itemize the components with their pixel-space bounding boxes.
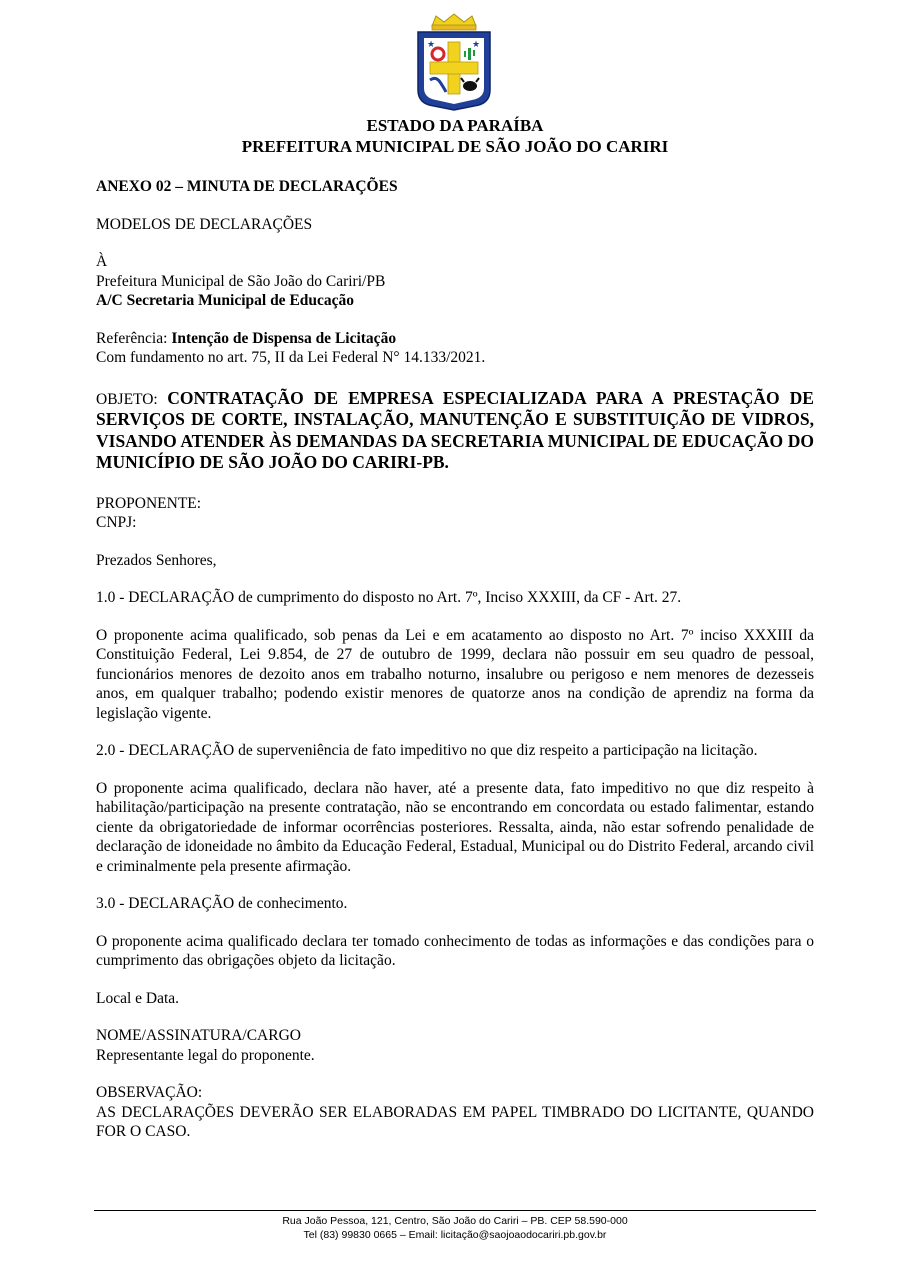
header-city-hall: PREFEITURA MUNICIPAL DE SÃO JOÃO DO CARIRI: [241, 137, 669, 156]
proponent-label: PROPONENTE:: [96, 494, 202, 512]
note-label: OBSERVAÇÃO:: [96, 1084, 203, 1101]
place-date: Local e Data.: [96, 989, 180, 1007]
header-state: ESTADO DA PARAÍBA: [366, 116, 544, 135]
reference-value: Intenção de Dispensa de Licitação: [171, 329, 397, 347]
reference-label: Referência:: [96, 329, 172, 347]
signature-line-2: Representante legal do proponente.: [96, 1046, 315, 1064]
addressee-to: À: [96, 253, 108, 270]
declaration-3-heading: 3.0 - DECLARAÇÃO de conhecimento.: [96, 895, 348, 912]
declaration-2-heading: 2.0 - DECLARAÇÃO de superveniência de fato impeditivo no que diz respeito a participação na licitação.: [96, 742, 758, 759]
object-label: OBJETO:: [96, 390, 168, 408]
municipal-coat-of-arms: [414, 12, 494, 112]
greeting: Prezados Senhores,: [96, 551, 217, 569]
footer-divider: [94, 1210, 816, 1211]
document-body: [96, 177, 814, 1142]
models-title: MODELOS DE DECLARAÇÕES: [96, 215, 313, 233]
addressee-attention: A/C Secretaria Municipal de Educação: [96, 292, 355, 309]
addressee-entity: Prefeitura Municipal de São João do Cariri/PB: [96, 272, 386, 290]
note-text: AS DECLARAÇÕES DEVERÃO SER ELABORADAS EM PAPEL TIMBRADO DO LICITANTE, QUANDO FOR O CASO.: [96, 1103, 814, 1140]
declaration-3-body: O proponente acima qualificado declara ter tomado conhecimento de todas as informações e das condições para o cumprimento das obrigações objeto da licitação.: [96, 932, 814, 969]
reference-line: [96, 329, 814, 349]
cnpj-label: CNPJ:: [96, 514, 137, 531]
reference-basis: Com fundamento no art. 75, II da Lei Federal N° 14.133/2021.: [96, 349, 486, 366]
declaration-1-heading: 1.0 - DECLARAÇÃO de cumprimento do disposto no Art. 7º, Inciso XXXIII, da CF - Art. 27.: [96, 589, 682, 606]
svg-text:★: ★: [472, 40, 481, 50]
declaration-1-body: O proponente acima qualificado, sob penas da Lei e em acatamento ao disposto no Art. 7º inciso XXXIII da Constituição Federal, Lei 9.854, de 27 de outubro de 1999, declara não possuir em seu quadro de pessoal, funcionários menores de dezoito anos em trabalho noturno, insalubre ou perigoso e nem menores de dezesseis anos, em qualquer trabalho; podendo existir menores de quatorze anos na condição de aprendiz na forma da legislação vigente.: [96, 626, 814, 722]
annex-title: ANEXO 02 – MINUTA DE DECLARAÇÕES: [96, 178, 398, 195]
footer-contact: Tel (83) 99830 0665 – Email: licitação@saojoaodocariri.pb.gov.br: [303, 1229, 607, 1241]
footer-address: Rua João Pessoa, 121, Centro, São João do Cariri – PB. CEP 58.590-000: [282, 1215, 628, 1227]
declaration-2-body: O proponente acima qualificado, declara não haver, até a presente data, fato impeditivo no que diz respeito à habilitação/participação na presente contratação, não se encontrando em concordata ou estado falimentar, estando ciente da obrigatoriedade de informar ocorrências posteriores. Ressalta, ainda, não estar sofrendo penalidade de declaração de idoneidade no âmbito da Educação Federal, Estadual, Municipal ou do Distrito Federal, arcando civil e criminalmente pela presente afirmação.: [96, 779, 814, 875]
object-paragraph: [96, 388, 814, 474]
object-text: CONTRATAÇÃO DE EMPRESA ESPECIALIZADA PARA A PRESTAÇÃO DE SERVIÇOS DE CORTE, INSTALAÇÃO, MANUTENÇÃO E SUBSTITUIÇÃO DE VIDROS, VISANDO ATENDER ÀS DEMANDAS DA SECRETARIA MUNICIPAL DE EDUCAÇÃO DO MUNICÍPIO DE SÃO JOÃO DO CARIRI-PB.: [96, 387, 814, 472]
signature-line-1: NOME/ASSINATURA/CARGO: [96, 1027, 301, 1044]
svg-text:★: ★: [427, 40, 436, 50]
